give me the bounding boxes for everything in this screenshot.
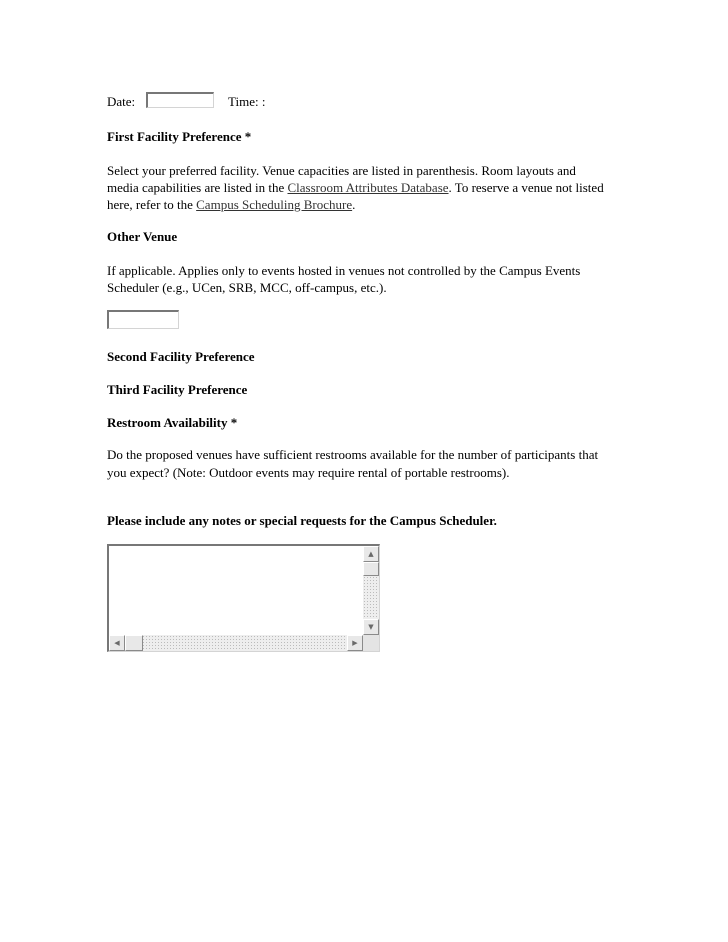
scroll-left-button[interactable] <box>109 635 125 651</box>
vertical-scroll-thumb[interactable] <box>363 562 379 576</box>
campus-scheduling-brochure-link[interactable]: Campus Scheduling Brochure <box>196 197 353 212</box>
arrow-down-icon: ▼ <box>368 623 374 631</box>
first-facility-heading: First Facility Preference * <box>107 129 252 144</box>
first-facility-description <box>107 162 607 213</box>
other-venue-description: If applicable. Applies only to events hosted in venues not controlled by the Campus Events Scheduler (e.g., UCen, SRB, MCC, off-campus, etc.). <box>107 263 581 295</box>
restroom-description: Do the proposed venues have sufficient restrooms available for the number of participants that you expect? (Note: Outdoor events may require rental of portable restrooms). <box>107 447 599 480</box>
other-venue-heading: Other Venue <box>107 229 178 244</box>
arrow-left-icon: ◀ <box>114 639 120 647</box>
date-input[interactable] <box>146 92 214 108</box>
vertical-scrollbar[interactable] <box>363 546 379 635</box>
scroll-up-button[interactable] <box>363 546 379 562</box>
first-facility-text-part-3: . <box>352 197 356 212</box>
classroom-attributes-database-link[interactable]: Classroom Attributes Database <box>287 180 449 195</box>
notes-textarea[interactable] <box>109 546 363 635</box>
arrow-right-icon: ▶ <box>352 639 358 647</box>
scrollbar-corner <box>363 635 379 651</box>
date-label: Date: <box>107 94 136 109</box>
notes-heading: Please include any notes or special requests for the Campus Scheduler. <box>107 513 497 528</box>
restroom-heading: Restroom Availability * <box>107 415 238 430</box>
first-facility-text-part-1: Select your preferred facility. Venue capacities are listed in parenthesis. Room layouts and media capabilities are listed in the <box>107 163 576 195</box>
horizontal-scroll-thumb[interactable] <box>125 635 143 651</box>
horizontal-scrollbar[interactable] <box>109 635 363 651</box>
third-facility-heading: Third Facility Preference <box>107 382 248 397</box>
second-facility-heading: Second Facility Preference <box>107 349 255 364</box>
date-time-row <box>107 92 507 112</box>
arrow-up-icon: ▲ <box>368 550 374 558</box>
first-facility-text-part-2: . To reserve a venue not listed here, refer to the <box>107 180 604 212</box>
other-venue-input[interactable] <box>107 310 179 329</box>
time-label: Time: : <box>228 94 266 109</box>
scroll-down-button[interactable] <box>363 619 379 635</box>
notes-textarea-container <box>107 544 380 652</box>
scroll-right-button[interactable] <box>347 635 363 651</box>
